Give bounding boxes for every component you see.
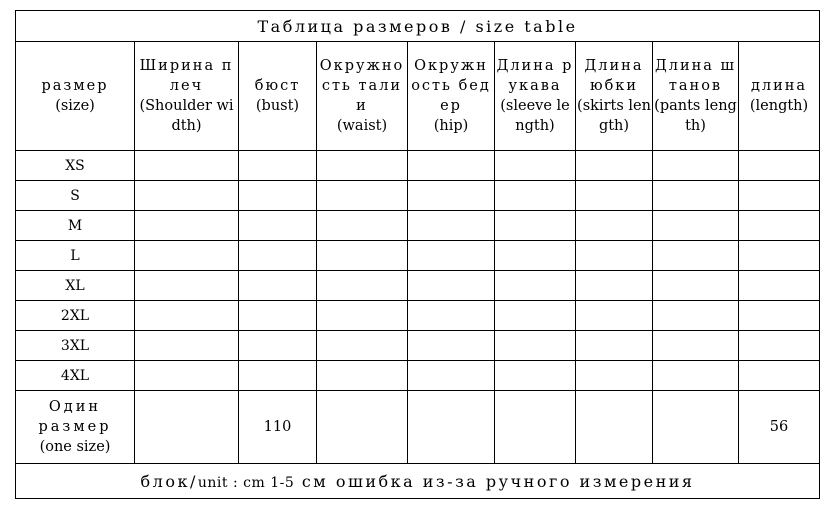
table-row [16, 331, 820, 361]
cell [495, 301, 576, 331]
cell [408, 361, 495, 391]
cell [239, 271, 317, 301]
footer-ru-suffix: см ошибка из-за ручного измерения [301, 471, 695, 491]
header-en: (length) [749, 98, 809, 114]
cell [576, 241, 653, 271]
cell [317, 391, 408, 464]
cell [239, 301, 317, 331]
cell [135, 211, 239, 241]
one-size-row [16, 391, 820, 464]
header-cell [408, 42, 495, 151]
cell [653, 391, 739, 464]
cell [408, 391, 495, 464]
size-label: 2XL [16, 301, 135, 331]
table-row [16, 361, 820, 391]
cell [135, 361, 239, 391]
header-row [16, 42, 820, 151]
size-table [15, 10, 820, 499]
cell [408, 241, 495, 271]
cell [135, 271, 239, 301]
cell [739, 361, 820, 391]
cell [653, 211, 739, 241]
header-cell [317, 42, 408, 151]
cell [576, 391, 653, 464]
cell [739, 301, 820, 331]
one-size-bust: 110 [239, 391, 317, 464]
cell [239, 361, 317, 391]
cell [317, 331, 408, 361]
cell [408, 151, 495, 181]
cell [653, 181, 739, 211]
cell [495, 211, 576, 241]
cell [239, 211, 317, 241]
cell [135, 241, 239, 271]
table-row [16, 151, 820, 181]
header-ru: бюст [254, 78, 301, 94]
cell [576, 181, 653, 211]
size-label: XS [16, 151, 135, 181]
cell [239, 151, 317, 181]
cell [653, 151, 739, 181]
cell [317, 241, 408, 271]
cell [135, 301, 239, 331]
cell [495, 271, 576, 301]
footer-en: unit : cm 1-5 [197, 474, 295, 491]
size-label: L [16, 241, 135, 271]
cell [408, 301, 495, 331]
size-label: S [16, 181, 135, 211]
cell [317, 151, 408, 181]
footer-row [16, 464, 820, 499]
cell [317, 271, 408, 301]
one-size-label-en: (one size) [39, 439, 111, 455]
cell [239, 241, 317, 271]
cell [408, 211, 495, 241]
footer-ru-prefix: блок/ [140, 471, 198, 491]
cell [239, 331, 317, 361]
header-en: (sleeve length) [500, 98, 570, 134]
cell [495, 181, 576, 211]
header-en: (bust) [255, 98, 300, 114]
cell [135, 151, 239, 181]
size-rows [16, 151, 820, 391]
cell [739, 151, 820, 181]
cell [739, 211, 820, 241]
header-en: (Shoulder width) [139, 98, 234, 134]
cell [317, 301, 408, 331]
cell [408, 271, 495, 301]
cell [495, 361, 576, 391]
header-cell [16, 42, 135, 151]
cell [576, 151, 653, 181]
header-en: (skirts length) [577, 98, 651, 134]
table-row [16, 301, 820, 331]
header-ru: Окружность бедер [411, 58, 491, 114]
header-ru: Ширина плеч [139, 58, 234, 94]
cell [576, 331, 653, 361]
one-size-label-ru: Один размер [38, 399, 112, 435]
header-cell [135, 42, 239, 151]
cell [653, 271, 739, 301]
cell [739, 181, 820, 211]
cell [135, 391, 239, 464]
header-ru: Длина юбки [584, 58, 644, 94]
cell [408, 331, 495, 361]
footer-note [16, 464, 820, 499]
table-row [16, 211, 820, 241]
header-ru: Окружность талии [319, 58, 405, 114]
table-row [16, 241, 820, 271]
cell [317, 211, 408, 241]
header-ru: Длина рукава [496, 58, 574, 94]
header-en: (pants length) [654, 98, 737, 134]
table-row [16, 271, 820, 301]
table-title: Таблица размеров / size table [16, 11, 820, 42]
cell [408, 181, 495, 211]
cell [653, 241, 739, 271]
size-table-frame [15, 10, 819, 504]
header-en: (size) [55, 98, 95, 114]
header-cell [239, 42, 317, 151]
cell [739, 271, 820, 301]
size-label: XL [16, 271, 135, 301]
cell [653, 361, 739, 391]
size-label: 3XL [16, 331, 135, 361]
size-label: 4XL [16, 361, 135, 391]
header-cell [495, 42, 576, 151]
cell [495, 331, 576, 361]
header-ru: длина [750, 78, 808, 94]
cell [739, 241, 820, 271]
header-en: (hip) [433, 118, 469, 134]
cell [739, 331, 820, 361]
one-size-label [16, 391, 135, 464]
cell [317, 181, 408, 211]
cell [653, 331, 739, 361]
one-size-length: 56 [739, 391, 820, 464]
cell [653, 301, 739, 331]
cell [576, 211, 653, 241]
cell [495, 241, 576, 271]
header-cell [653, 42, 739, 151]
cell [576, 361, 653, 391]
cell [239, 181, 317, 211]
header-ru: размер [41, 78, 109, 94]
cell [576, 271, 653, 301]
size-label: M [16, 211, 135, 241]
header-cell [739, 42, 820, 151]
header-cell [576, 42, 653, 151]
header-en: (waist) [336, 118, 388, 134]
header-ru: Длина штанов [654, 58, 737, 94]
cell [135, 331, 239, 361]
cell [317, 361, 408, 391]
table-row [16, 181, 820, 211]
cell [576, 301, 653, 331]
cell [135, 181, 239, 211]
cell [495, 151, 576, 181]
cell [495, 391, 576, 464]
